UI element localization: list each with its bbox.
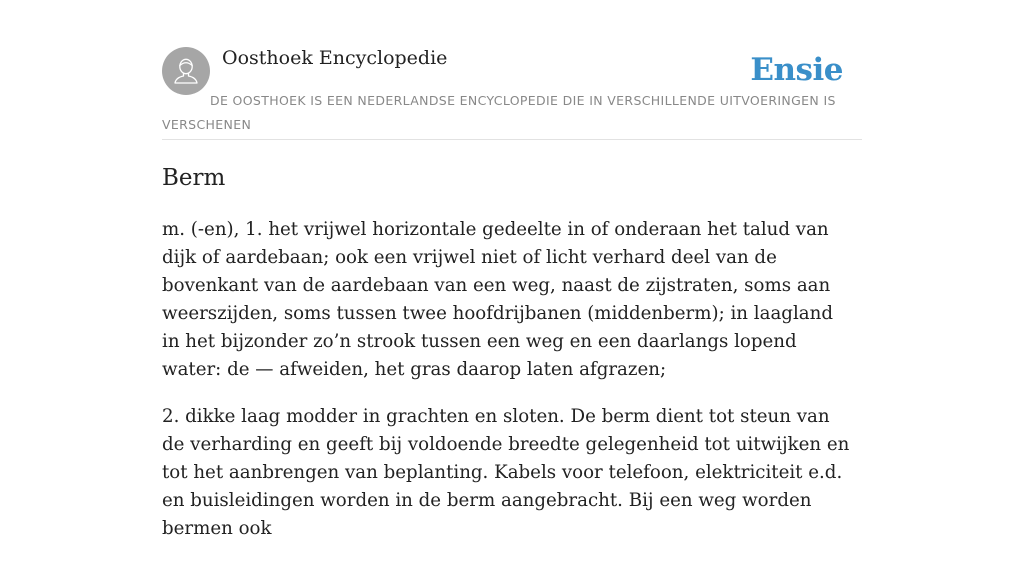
site-header: [162, 40, 862, 140]
brand-logo[interactable]: Ensie: [750, 52, 843, 88]
article-body: [162, 216, 852, 562]
user-icon[interactable]: [162, 47, 210, 95]
article-paragraph: 2. dikke laag modder in grachten en sloten. De berm dient tot steun van de verharding en geeft bij voldoende breedte gelegenheid tot uitwijken en tot het aanbrengen van beplanting. Kabels voor telefoon, elektriciteit e.d. en buisleidingen worden in de berm aangebracht. Bij een weg worden bermen ook: [162, 406, 850, 539]
article-paragraph: m. (-en), 1. het vrijwel horizontale gedeelte in of onderaan het talud van dijk of aardebaan; ook een vrijwel niet of licht verhard deel van de bovenkant van de aardebaan van een weg, naast de zijstraten, soms aan weerszijden, soms tussen twee hoofdrijbanen (middenberm); in laagland in het bijzonder zo’n strook tussen een weg en een daarlangs lopend water: de — afweiden, het gras daarop laten afgrazen;: [162, 219, 833, 380]
site-title[interactable]: Oosthoek Encyclopedie: [222, 47, 448, 69]
site-tagline: DE OOSTHOEK IS EEN NEDERLANDSE ENCYCLOPEDIE DIE IN VERSCHILLENDE UITVOERINGEN IS VERSCHENEN: [162, 93, 836, 132]
article-title: Berm: [162, 165, 226, 191]
